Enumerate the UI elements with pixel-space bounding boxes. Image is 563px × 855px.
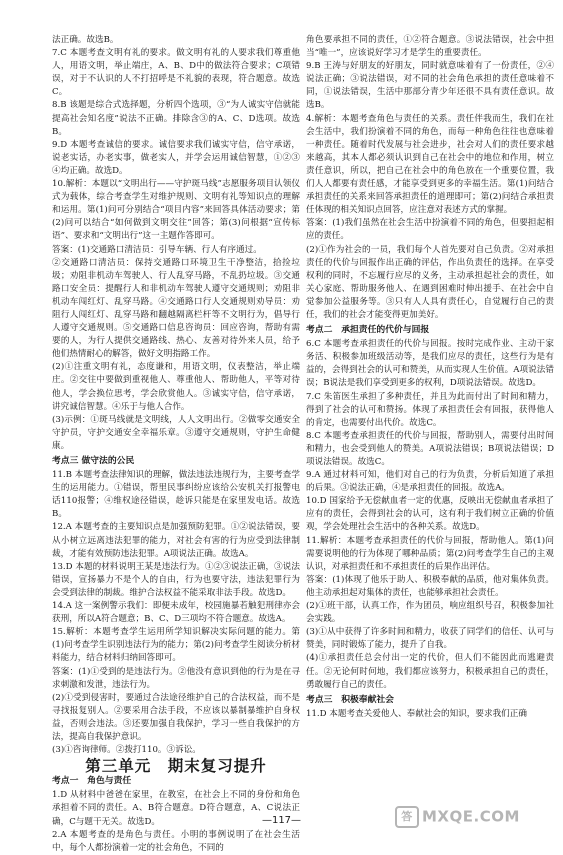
section-heading: 考点三 做守法的公民 (52, 456, 135, 466)
watermark-text: MXQE.COM (422, 807, 520, 826)
paragraph: 答案：(1)①受到的是违法行为。②他没有意识到他的行为是在寻求刺激和发泄，违法行为。 (52, 666, 300, 690)
paragraph: 9.A 通过材料可知，他们对自己的行为负责，分析后知道了承担的后果。③说法正确，④是承担责任的回报。故选A。 (306, 470, 554, 494)
section-heading: 考点三 积极奉献社会 (306, 694, 394, 705)
paragraph: (4)①承担责任总会付出一定的代价，但人们不能因此而逃避责任。②无论何时何地，我们都应该努力，积极承担自己的责任，勇敢履行自己的责任。 (306, 653, 554, 690)
page-number: —117— (261, 815, 302, 826)
paragraph: 11.B 本题考查法律知识的理解，做法违法违规行为，主要考查学生的运用能力。①错误，帮里民事纠纷应该给公安机关打报警电话110报警；④维权途径错误，趁诉只能是在家里发电话。故选B。 (52, 470, 300, 520)
left-column (52, 34, 300, 855)
right-column (306, 34, 554, 721)
section-heading: 考点一 角色与责任 (52, 776, 132, 787)
paragraph: 9.D 本题考查诚信的要求。诚信要求我们诚实守信，信守承诺，说老实话，办老实事，做老实人，并学会运用诚信智慧，①②③④均正确。故选D。 (52, 139, 300, 176)
paragraph: 14.A 这一案例警示我们：即便未成年，校园施暴若触犯刑律亦会获刑，所以A符合题意；B、C、D三项均不符合题意。故选A。 (52, 601, 300, 625)
paragraph: 2.A 本题考查的是角色与责任。小明的事例说明了在社会生活中，每个人都扮演着一定的社会角色，不同的 (52, 829, 300, 853)
paragraph: 11.解析：本题考查承担责任的代价与回报，帮助他人。第(1)问需要说明他的行为体现了哪种品质；第(2)问考查学生自己的主观认识，对承担责任和不承担责任的后果作出评估。 (306, 535, 554, 572)
paragraph: 答案：(1)体现了他乐于助人、积极奉献的品质，他对集体负责。他主动承担起对集体的责任，也能够承担社会责任。 (306, 574, 554, 598)
paragraph: 10.解析：本题以“文明出行——守护斑马线”志愿服务项目认领仪式为载体，综合考查学生对维护规则、文明有礼等知识点的理解和运用。第(1)问可分别结合“项目内容”来回答具体活动要求；第(2)问可以结合“如何做到文明交往”回答；第(3)问根据“宣传标语”、要求和“文明出行”这一主题作答即可。 (52, 179, 300, 242)
paragraph: 4.解析：本题考查角色与责任的关系。责任伴我而生，我们在社会生活中，我们扮演着不同的角色，而每一种角色往往也意味着一种责任。随着时代发展与社会进步，社会对人们的责任要求越来越高，其本人都必须认识到自己在社会中的地位和作用，树立责任意识，所以，把自己在社会中的角色放在一个重要位置，我们人人都要有责任感，才能享受到更多的幸福生活。第(1)问结合承担责任的关系来回答承担责任的道理即可；第(2)问结合承担责任体现的相关知识点回答，应注意对表述方式的掌握。 (306, 113, 554, 216)
watermark-badge-icon: 答 (395, 806, 419, 828)
paragraph: (3)①从中获得了许多时间和精力，收获了同学们的信任、认可与赞美，同时锻炼了能力，提升了自我。 (306, 627, 554, 651)
paragraph: (2)①注重文明有礼，态度谦和，用语文明，仪表整洁，举止端庄。②交往中要做到重视他人、尊重他人、帮助他人，平等对待他人，学会换位思考，学会欣赏他人。③诚实守信，信守承诺，讲究诚信智慧。④乐于与他人合作。 (52, 362, 300, 412)
paragraph: 10.D 国家给予无偿献血者一定的优惠，反映出无偿献血者承担了应有的责任，会得到社会的认可，这有利于我们树立正确的价值观，学会处理社会生活中的各种关系。故选D。 (306, 496, 554, 533)
section-heading: 考点二 承担责任的代价与回报 (306, 325, 430, 336)
paragraph: (2)①受到侵害时，要通过合法途径维护自己的合法权益，而不是寻找报复别人。②要采用合法手段，不应该以暴制暴维护自身权益，否则会违法。③还要加强自我保护，学习一些自我保护的方法，提高自我保护意识。 (52, 692, 300, 742)
paragraph: 12.A 本题考查的主要知识点是加强预防犯罪。①②说法错误，要从小树立远离违法犯罪的能力，对社会有害的行为应受到法律制裁，才能有效预防违法犯罪。A项说法正确。故选A。 (52, 522, 300, 559)
paragraph: ②交通路口清洁员：保持交通路口环境卫生干净整洁，拾捡垃圾；劝阻非机动车驾驶人、行人乱穿马路，不乱扔垃圾。③交通路口安全员：提醒行人和非机动车驾驶人遵守交通规则；劝阻非机动车闯红灯、乱穿马路。④交通路口行人交通规则劝导员：劝阻行人闯红灯、乱穿马路和翻越隔离栏杆等不文明行为，倡导行人遵守交通规则。⑤交通路口信息咨询员：回应咨询，帮助有需要的人，为行人提供交通路线、热心、友善对待外来人员，给予他们热情耐心的解答，做好文明指路工作。 (52, 257, 300, 360)
paragraph: 1.D 从材料中爸爸在家里，在教室，在社会上不同的身份和角色承担着不同的责任。A、B符合题意。D符合题意，A、C说法正确，C与题干无关。故选D。 (52, 790, 300, 827)
paragraph: (2)①班干部，认真工作，作为团员，响应组织号召，积极参加社会实践。 (306, 601, 554, 625)
paragraph: 答案：(1)交通路口清洁员：引导车辆、行人有序通过。 (52, 244, 262, 255)
paragraph: 法正确。故选B。 (52, 35, 119, 45)
paragraph: 6.C 本题考查承担责任的代价与回报。按时完成作业、主动干家务活、积极参加班级活动等，是我们应尽的责任，这些行为是有益的，会得到社会的认可和赞美，从而实现人生价值。A项说法错误；B说法是我们享受到更多的权利，D项说法错误。故选D。 (306, 339, 554, 389)
paragraph: (3)①咨询律师。②拨打110。③诉讼。 (52, 745, 201, 756)
paragraph: 11.D 本题考查关爱他人、奉献社会的知识，要求我们正确 (306, 708, 527, 719)
paragraph: 7.C 朱笛医生承担了多种责任，并且为此而付出了时间和精力，得到了社会的认可和赞扬。体现了承担责任会有回报，获得他人的肯定，也需要付出代价。故选C。 (306, 391, 554, 428)
watermark-logo (395, 806, 545, 832)
paragraph: (2)①作为社会的一员，我们每个人首先要对自己负责。②对承担责任的代价与回报作出正确的评估，作出负责任的选择。在享受权利的同时，不忘履行应尽的义务，主动承担起社会的责任，如关心家庭、帮助服务他人、在遇到困难时伸出援手、在社会中自觉参加公益服务等。③只有人人具有责任心，自觉履行自己的责任，我们的社会才能变得更加美好。 (306, 244, 554, 320)
unit-title: 第三单元 期末复习提升 (85, 757, 267, 776)
paragraph: 答案：(1)我们虽然在社会生活中扮演着不同的角色，但要担起相应的责任。 (306, 218, 554, 242)
paragraph: 13.D 本题的材料说明王某是违法行为。①②③说法正确，③说法错误，宣扬暴力不是个人的自由，行为也要守法，违法犯罪行为会受到法律的制裁。维护合法权益不能采取非法手段。故选D。 (52, 561, 300, 598)
paragraph: 8.B 该题是综合式选择题，分析四个选项，③“为人诚实守信就能提高社会知名度”说法不正确。排除含③的A、C、D选项。故选B。 (52, 100, 300, 137)
paragraph: 9.B 王涛与好朋友的好朋友，同时就意味着有了一份责任，②④说法正确；③说法错误，对不同的社会角色承担的责任意味着不同，①说法错误，生活中那部分青少年还很不具有责任意识。故选B。 (306, 61, 554, 111)
paragraph: 7.C 本题考查文明有礼的要求。做文明有礼的人要求我们尊重他人，用语文明，举止端庄，A、B、D中的做法符合要求；C项错误，对于不认识的人不打招呼是不礼貌的表现，符合题意。故选C。 (52, 48, 300, 98)
paragraph: 8.C 本题考查承担责任的代价与回报，帮助别人，需要付出时间和精力，也会受到他人的赞美。A项说法错误；B项说法错误；D项说法错误。故选C。 (306, 430, 554, 467)
paragraph: 15.解析：本题考查学生运用所学知识解决实际问题的能力。第(1)问考查学生识别违法行为的能力；第(2)问考查学生阅读分析材料能力，结合材料归纳回答即可。 (52, 627, 300, 664)
paragraph: 角色要承担不同的责任，①②符合题意。③说法错误，社会中担当“唯一”，应该说好学习才是学生的重要责任。 (306, 35, 554, 59)
paragraph: (3)示例：①斑马线就是文明线，人人文明出行。②做零交通安全守护员，守护交通安全幸福乐章。③遵守交通规则，守护生命健康。 (52, 414, 300, 451)
